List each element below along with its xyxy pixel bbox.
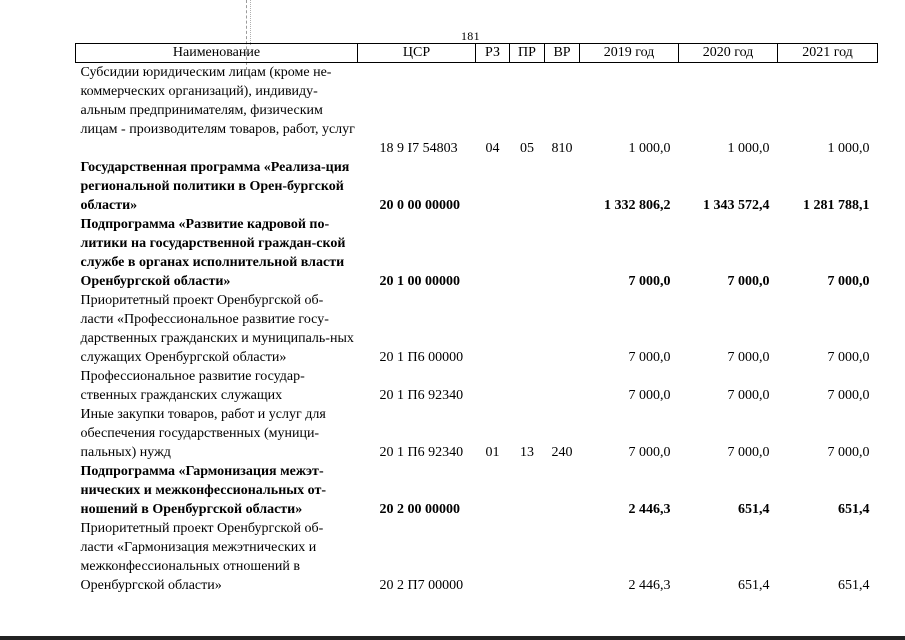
row-pr [510, 367, 545, 405]
row-csr: 20 1 П6 00000 [379, 350, 464, 365]
table-row [76, 462, 878, 519]
row-2020: 7 000,0 [727, 388, 770, 403]
table-row [76, 519, 878, 595]
row-vr [545, 462, 580, 519]
row-csr: 18 9 I7 54803 [379, 141, 458, 156]
row-2021: 651,4 [838, 578, 870, 593]
row-rz [476, 215, 510, 291]
row-2020: 651,4 [738, 578, 770, 593]
row-csr: 20 1 П6 92340 [379, 445, 464, 460]
row-2021: 7 000,0 [827, 445, 870, 460]
table-row [76, 291, 878, 367]
row-vr [545, 519, 580, 595]
row-pr [510, 462, 545, 519]
row-csr: 20 1 П6 92340 [379, 388, 464, 403]
row-2020: 651,4 [738, 502, 770, 517]
row-rz [476, 158, 510, 215]
table-row [76, 215, 878, 291]
fold-line-secondary [250, 0, 251, 45]
row-name: Подпрограмма «Гармонизация межэт-нических и межконфессиональных от-ношений в Оренбургской области» [80, 464, 327, 517]
row-name: Государственная программа «Реализа-ция региональной политики в Орен-бургской области» [80, 160, 350, 213]
header-2021: 2021 год [778, 44, 878, 63]
header-csr: ЦСР [358, 44, 476, 63]
row-vr: 240 [551, 445, 573, 460]
row-name: Субсидии юридическим лицам (кроме не-коммерческих организаций), индивиду-альным предпринимателям, физическим лицам - производителям товаров, работ, услуг [80, 65, 355, 137]
row-2019: 7 000,0 [628, 274, 671, 289]
row-vr [545, 215, 580, 291]
table-header-row [76, 44, 878, 63]
row-name: Приоритетный проект Оренбургской об-ласти «Гармонизация межэтнических и межконфессиональных отношений в Оренбургской области» [80, 521, 324, 593]
row-csr: 20 2 00 00000 [379, 502, 460, 517]
row-2019: 2 446,3 [628, 502, 671, 517]
row-2021: 7 000,0 [827, 274, 870, 289]
header-rz: РЗ [476, 44, 510, 63]
row-2019: 2 446,3 [628, 578, 671, 593]
page-number: 181 [461, 29, 480, 43]
row-2021: 651,4 [838, 502, 870, 517]
row-csr: 20 1 00 00000 [379, 274, 460, 289]
row-2020: 1 000,0 [727, 141, 770, 156]
row-name: Иные закупки товаров, работ и услуг для обеспечения государственных (муници-пальных) нужд [80, 407, 326, 460]
row-2021: 1 281 788,1 [803, 198, 870, 213]
row-rz [476, 291, 510, 367]
row-2019: 7 000,0 [628, 388, 671, 403]
row-vr [545, 367, 580, 405]
row-pr [510, 519, 545, 595]
table-row [76, 367, 878, 405]
row-2019: 7 000,0 [628, 445, 671, 460]
table-row [76, 63, 878, 159]
row-2021: 7 000,0 [827, 350, 870, 365]
row-2021: 1 000,0 [827, 141, 870, 156]
row-vr [545, 291, 580, 367]
row-csr: 20 2 П7 00000 [379, 578, 464, 593]
row-name: Подпрограмма «Развитие кадровой по-литики на государственной граждан-ской службе в органах исполнительной власти Оренбургской области» [80, 217, 346, 289]
row-2020: 7 000,0 [727, 350, 770, 365]
row-2019: 1 000,0 [628, 141, 671, 156]
row-name: Приоритетный проект Оренбургской об-ласти «Профессиональное развитие госу-дарственных гражданских и муниципаль-ных служащих Оренбургской области» [80, 293, 354, 365]
row-2020: 1 343 572,4 [703, 198, 770, 213]
row-rz [476, 462, 510, 519]
row-name: Профессиональное развитие государ-ственных гражданских служащих [80, 369, 305, 403]
header-pr: ПР [510, 44, 545, 63]
row-pr: 13 [520, 445, 534, 460]
header-2019: 2019 год [580, 44, 679, 63]
row-rz: 04 [485, 141, 500, 156]
table-row [76, 158, 878, 215]
header-name: Наименование [76, 44, 358, 63]
row-2021: 7 000,0 [827, 388, 870, 403]
header-vr: ВР [545, 44, 580, 63]
row-2020: 7 000,0 [727, 274, 770, 289]
header-2020: 2020 год [679, 44, 778, 63]
row-rz [476, 519, 510, 595]
row-pr [510, 158, 545, 215]
page-bottom-edge [0, 636, 905, 640]
row-rz [476, 367, 510, 405]
row-2020: 7 000,0 [727, 445, 770, 460]
row-rz: 01 [485, 445, 500, 460]
row-vr [545, 158, 580, 215]
row-pr [510, 215, 545, 291]
row-2019: 7 000,0 [628, 350, 671, 365]
row-vr: 810 [551, 141, 573, 156]
row-2019: 1 332 806,2 [604, 198, 671, 213]
budget-table [75, 43, 878, 595]
row-pr: 05 [520, 141, 534, 156]
table-row [76, 405, 878, 462]
row-pr [510, 291, 545, 367]
row-csr: 20 0 00 00000 [379, 198, 460, 213]
